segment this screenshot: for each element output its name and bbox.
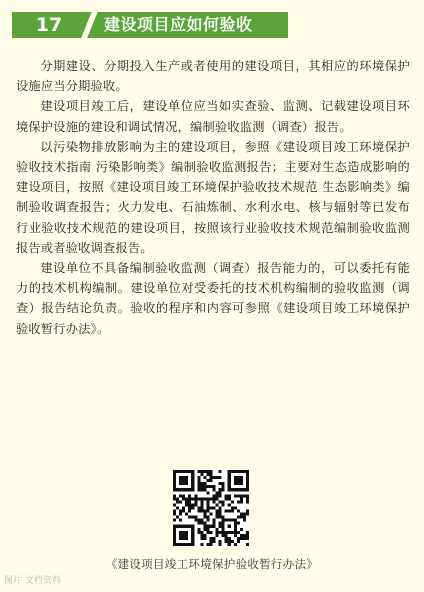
article-body: [16, 56, 410, 339]
section-header: [12, 12, 288, 38]
paragraph-4: 建设单位不具备编制验收监测（调查）报告能力的，可以委托有能力的技术机构编制。建设单位对受委托的技术机构编制的验收监测（调查）报告结论负责。验收的程序和内容可参照《建设项目竣工环境保护验收暂行办法》。: [16, 261, 410, 336]
paragraph-3: 以污染物排放影响为主的建设项目，参照《建设项目竣工环境保护验收技术指南 污染影响类》编制验收监测报告；主要对生态造成影响的建设项目，按照《建设项目竣工环境保护验收技术规范 生态影响类》编制验收调查报告；火力发电、石油炼制、水利水电、核与辐射等已发布行业验收技术规范的建设项目，按照该行业验收技术规范编制验收监测报告或者验收调查报告。: [16, 139, 410, 255]
watermark: 图片 文档资料: [4, 576, 61, 586]
qr-caption: 《建设项目竣工环境保护验收暂行办法》: [105, 557, 319, 571]
section-title: 建设项目应如何验收: [104, 15, 253, 34]
section-number: 17: [35, 14, 63, 36]
paragraph-1: 分期建设、分期投入生产或者使用的建设项目，其相应的环境保护设施应当分期验收。: [16, 59, 410, 94]
paragraph-2: 建设项目竣工后，建设单位应当如实查验、监测、记载建设项目环境保护设施的建设和调试情况，编制验收监测（调查）报告。: [16, 99, 410, 134]
qr-code-icon[interactable]: [173, 470, 249, 546]
